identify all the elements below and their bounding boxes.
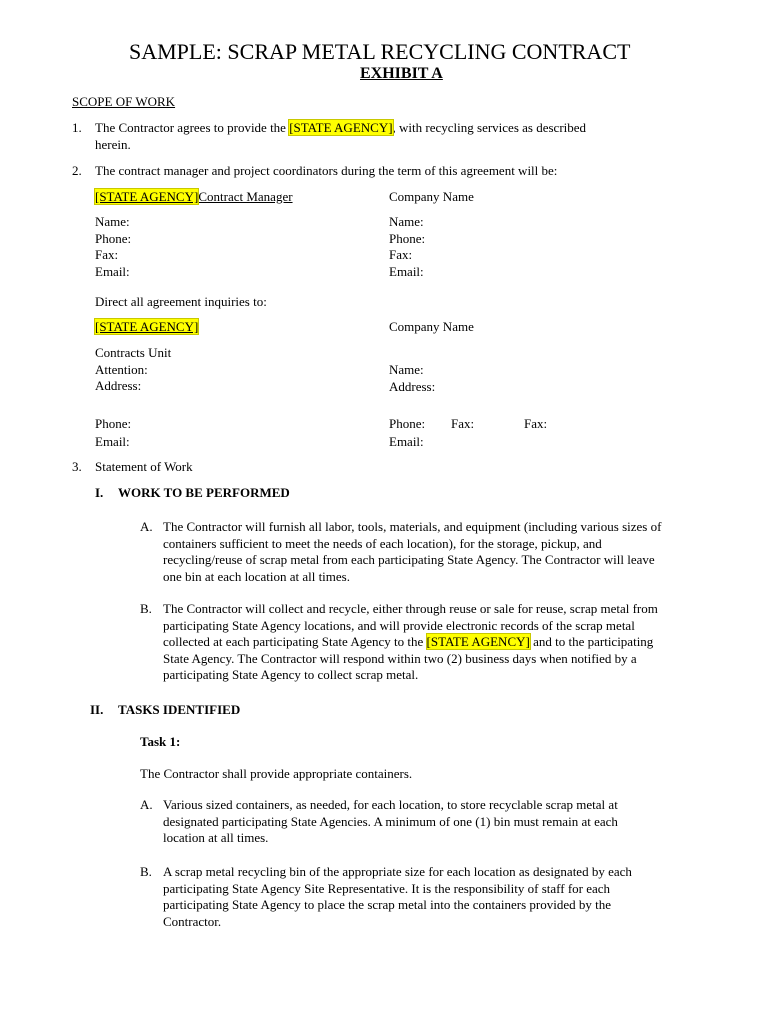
field-label: Fax: [524, 416, 548, 431]
section1-b-label: B. [140, 601, 152, 616]
task1-intro: The Contractor shall provide appropriate containers. [140, 766, 413, 781]
manager-right-label: Company Name [389, 189, 474, 204]
state-agency-highlight: [STATE AGENCY] [95, 319, 199, 334]
state-agency-highlight: [STATE AGENCY] [426, 634, 530, 649]
field-label: Attention: [95, 361, 148, 377]
manager-right-fields [389, 214, 425, 280]
paragraph-line: The Contractor will furnish all labor, tools, materials, and equipment (including various sizes of [163, 519, 662, 534]
section1-heading: WORK TO BE PERFORMED [118, 485, 290, 500]
state-agency-highlight: [STATE AGENCY] [289, 120, 393, 135]
inquiries-company: Company Name [389, 319, 474, 334]
inquiries-left-block [95, 345, 171, 395]
paragraph-line: location at all times. [163, 830, 269, 845]
paragraph-line: participating State Agency to collect scrap metal. [163, 667, 419, 682]
paragraph-line: A scrap metal recycling bin of the appropriate size for each location as designated by each [163, 864, 632, 879]
paragraph-line: participating State Agency locations, and will provide electronic records of the scrap metal [163, 617, 635, 633]
contracts-unit: Contracts Unit [95, 345, 172, 360]
section2-number: II. [90, 702, 104, 717]
field-label: Name: [95, 214, 130, 229]
item1-text: The Contractor agrees to provide the [95, 120, 286, 135]
paragraph-text: collected at each participating State Agency to the [163, 634, 424, 649]
field-label: Fax: [95, 247, 119, 262]
paragraph-text: and to the participating [529, 634, 654, 649]
manager-left-fields [95, 214, 131, 280]
contract-manager-label: Contract Manager [198, 189, 293, 204]
inquiries-right-block [389, 362, 435, 395]
field-label: Address: [95, 378, 142, 393]
section2-b-paragraph [163, 864, 632, 930]
paragraph-line: containers sufficient to meet the needs of each location), for the storage, pickup, and [163, 535, 602, 551]
manager-left-label [95, 189, 293, 206]
paragraph-line: State Agency. The Contractor will respond within two (2) business days when notified by a [163, 650, 637, 666]
item2-number: 2. [72, 163, 82, 178]
inquiries-intro: Direct all agreement inquiries to: [95, 294, 267, 309]
item3-number: 3. [72, 459, 82, 474]
section2-a-label: A. [140, 797, 153, 812]
section1-b-paragraph [163, 601, 658, 684]
paragraph-line: The Contractor will collect and recycle, either through reuse or sale for reuse, scrap metal from [163, 601, 658, 616]
field-label: Fax: [389, 247, 413, 262]
paragraph-line: Various sized containers, as needed, for each location, to store recyclable scrap metal at [163, 797, 618, 812]
paragraph-line: designated participating State Agencies. A minimum of one (1) bin must remain at each [163, 813, 618, 829]
field-label: Fax: [451, 416, 475, 431]
item2-text: The contract manager and project coordinators during the term of this agreement will be: [95, 163, 558, 178]
field-label: Address: [389, 378, 436, 394]
item1-number: 1. [72, 120, 82, 135]
field-label: Phone: [389, 416, 426, 431]
task1-heading: Task 1: [140, 734, 181, 749]
document-title: SAMPLE: SCRAP METAL RECYCLING CONTRACT [129, 39, 631, 64]
field-label: Email: [95, 434, 130, 449]
field-label: Phone: [95, 230, 132, 246]
section2-a-paragraph [163, 797, 618, 847]
section2-b-label: B. [140, 864, 152, 879]
item3-text: Statement of Work [95, 459, 193, 474]
paragraph-line [163, 634, 658, 651]
paragraph-line: participating State Agency Site Representative. It is the responsibility of staff for each [163, 880, 611, 896]
section2-heading: TASKS IDENTIFIED [118, 702, 241, 717]
field-label: Email: [389, 263, 424, 279]
paragraph-line: one bin at each location at all times. [163, 568, 350, 584]
paragraph-line: Contractor. [163, 913, 222, 929]
item1-line1 [95, 120, 586, 137]
inquiries-agency [95, 319, 198, 336]
field-label: Phone: [389, 230, 426, 246]
state-agency-highlight: [STATE AGENCY] [95, 189, 199, 204]
section1-a-paragraph [163, 519, 661, 585]
field-label: Phone: [95, 416, 132, 431]
field-label: Email: [389, 434, 424, 449]
scope-heading: SCOPE OF WORK [72, 94, 176, 109]
exhibit-heading: EXHIBIT A [360, 65, 443, 82]
section1-a-label: A. [140, 519, 153, 534]
item1-line2: herein. [95, 137, 131, 152]
item1-text-post: , with recycling services as described [392, 120, 587, 135]
field-label: Name: [389, 214, 424, 229]
field-label: Email: [95, 263, 130, 279]
field-label: Name: [389, 362, 424, 377]
paragraph-line: participating State Agency to place the scrap metal into the containers provided by the [163, 897, 611, 912]
section1-number: I. [95, 485, 104, 500]
paragraph-line: recycling/reuse of scrap metal from each participating State Agency. The Contractor will leave [163, 552, 655, 567]
